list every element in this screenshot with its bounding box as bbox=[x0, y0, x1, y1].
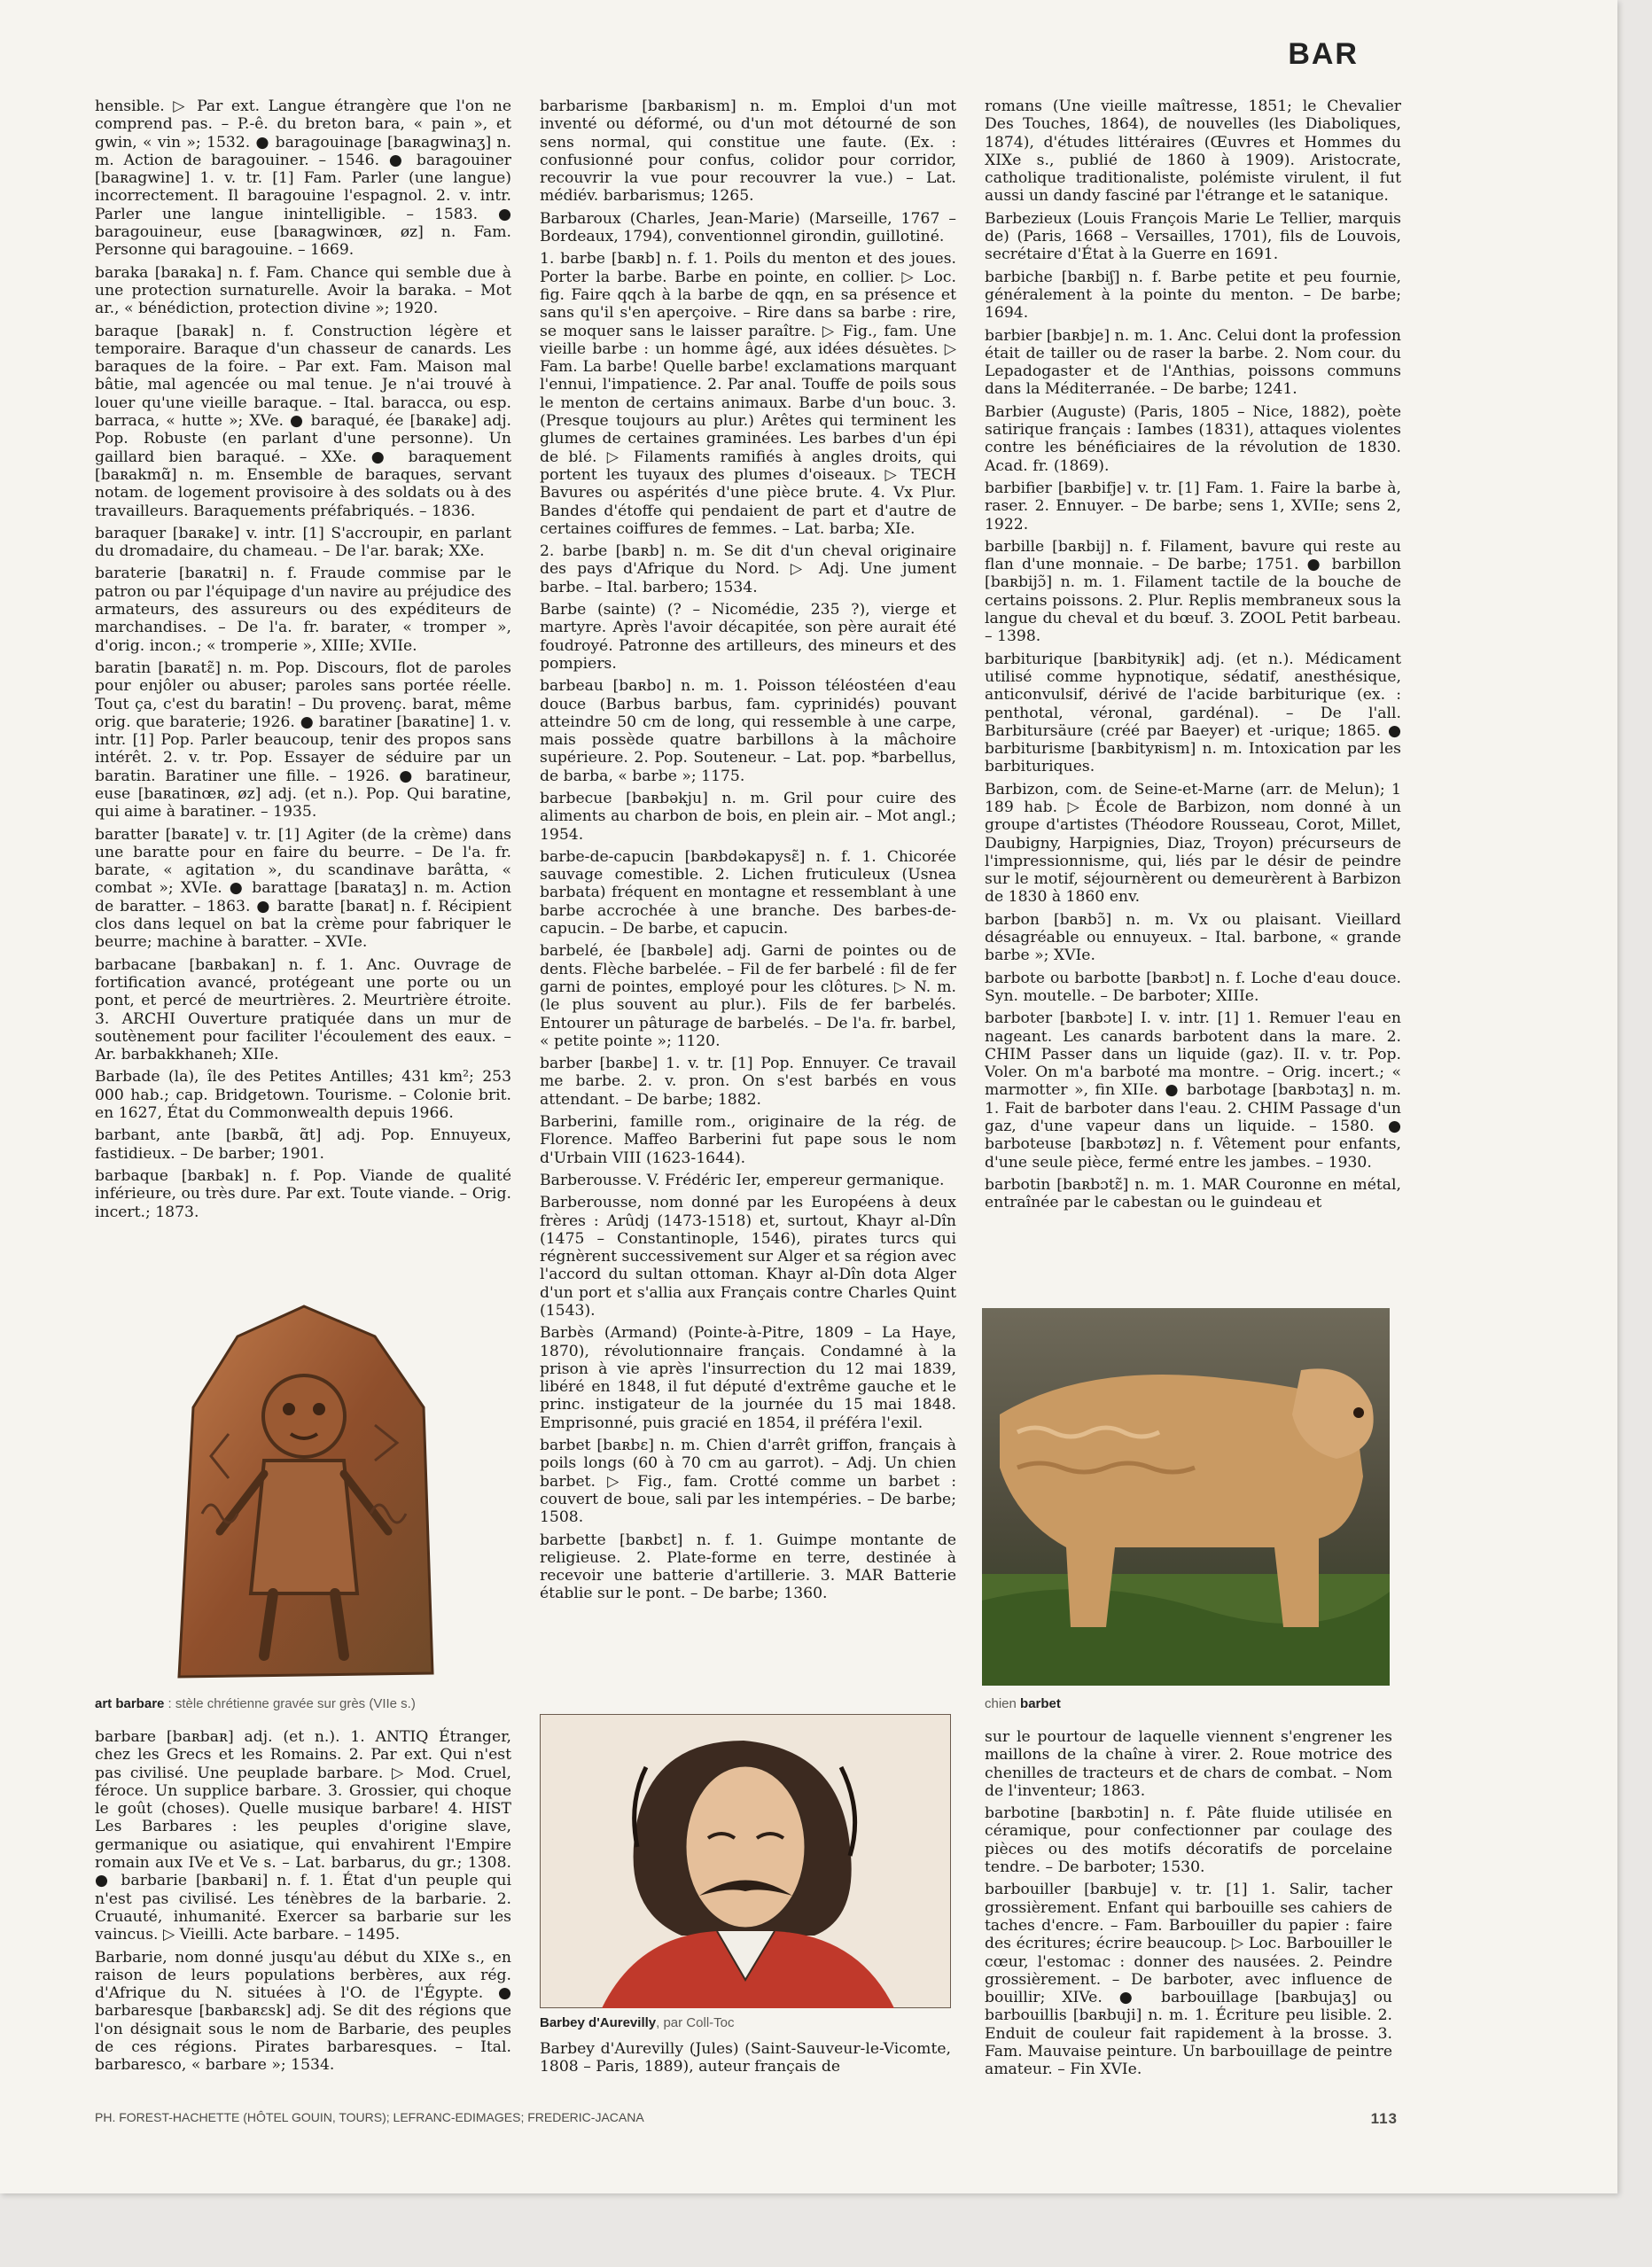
dog-caption bbox=[985, 1696, 1392, 1711]
entry-paragraph: baraterie [baʀatʀi] n. f. Fraude commise par le patron ou par l'équipage d'un navire au préjudice des armateurs, des assureurs ou des expéditeurs de marchandises. – De l'a. fr. barater, « tromper », d'orig. incon.; « tromperie », XIIIe; XVIIe. bbox=[95, 565, 511, 655]
caption-text: chien bbox=[985, 1696, 1021, 1711]
entry-paragraph: baratter [baʀate] v. tr. [1] Agiter (de la crème) dans une baratte pour en faire du beurre. – De l'a. fr. barate, « agitation », du scandinave barâtta, « combat »; XVIe. ● barattage [baʀataʒ] n. m. Action de baratter. – 1863. ● baratte [baʀat] n. f. Récipient clos dans lequel on bat la crème pour fabriquer le beurre; machine à baratter. – XVIe. bbox=[95, 825, 511, 952]
column-left-lower bbox=[95, 1728, 511, 2079]
stele-illustration bbox=[167, 1301, 441, 1682]
portrait-caption bbox=[540, 2015, 951, 2030]
entry-paragraph: Barberousse, nom donné par les Européens à deux frères : Arûdj (1473-1518) et, surtout, Khayr al-Dîn (1475 – Constantinople, 1546), pirates turcs qui régnèrent successivement sur Alger et sa région avec l'accord du sultan ottoman. Khayr al-Dîn dota Alger d'un port et s'allia aux Français contre Charles Quint (1543). bbox=[540, 1194, 956, 1320]
entry-paragraph: Barbey d'Aurevilly (Jules) (Saint-Sauveur-le-Vicomte, 1808 – Paris, 1889), auteur français de bbox=[540, 2040, 951, 2076]
entry-paragraph: 2. barbe [baʀb] n. m. Se dit d'un cheval originaire des pays d'Afrique du Nord. ▷ Adj. Une jument barbe. – Ital. barbero; 1534. bbox=[540, 542, 956, 596]
entry-paragraph: barbare [baʀbaʀ] adj. (et n.). 1. ANTIQ Étranger, chez les Grecs et les Romains. 2. Par ext. Qui n'est pas civilisé. Une peuplade barbare. ▷ Mod. Cruel, féroce. Un supplice barbare. 3. Grossier, qui choque le goût (choses). Quelle musique barbare! 4. HIST Les Barbares : les peuples d'origine slave, germanique ou asiatique, qui envahirent l'Empire romain aux IVe et Ve s. – Lat. barbarus, du gr.; 1308. ● barbarie [baʀbaʀi] n. f. 1. État d'un peuple qui n'est pas civilisé. Les ténèbres de la barbarie. 2. Cruauté, inhumanité. Exercer sa barbarie sur les vaincus. ▷ Vieilli. Acte barbare. – 1495. bbox=[95, 1728, 511, 1944]
entry-paragraph: Barberini, famille rom., originaire de la rég. de Florence. Maffeo Barberini fut pape sous le nom d'Urbain VIII (1623-1644). bbox=[540, 1113, 956, 1167]
entry-paragraph: barbant, ante [baʀbɑ̃, ɑ̃t] adj. Pop. Ennuyeux, fastidieux. – De barber; 1901. bbox=[95, 1126, 511, 1163]
entry-paragraph: Barbizon, com. de Seine-et-Marne (arr. de Melun); 1 189 hab. ▷ École de Barbizon, nom donné à un groupe d'artistes (Théodore Rousseau, Corot, Millet, Daubigny, Harpignies, Diaz, Troyon) précurseurs de l'impressionnisme, qui, liés par le désir de peindre sur le motif, séjournèrent ou demeurèrent à Barbizon de 1830 à 1860 env. bbox=[985, 780, 1401, 907]
column-middle bbox=[540, 97, 956, 1608]
entry-paragraph: baraque [baʀak] n. f. Construction légère et temporaire. Baraque d'un chasseur de canards. Les baraques de la foire. – Par ext. Fam. Maison mal bâtie, mal agencée ou mal tenue. Je n'ai trouvé à louer qu'une vieille baraque. – Ital. baracca, ou esp. barraca, « hutte »; XVe. ● baraqué, ée [baʀake] adj. Pop. Robuste (en parlant d'une personne). Un gaillard bien baraqué. – XXe. ● baraquement [baʀakmɑ̃] n. m. Ensemble de baraques, servant notam. de logement provisoire à des soldats ou à des travailleurs. Baraquements préfabriqués. – 1836. bbox=[95, 322, 511, 520]
page-number: 113 bbox=[1370, 2110, 1398, 2127]
entry-paragraph: Barbès (Armand) (Pointe-à-Pitre, 1809 – La Haye, 1870), révolutionnaire français. Condamné à la prison à vie après l'insurrection du 12 mai 1839, libéré en 1848, il fut député d'extrême gauche et le princ. instigateur de la journée du 15 mai 1848. Emprisonné, puis gracié en 1854, il préféra l'exil. bbox=[540, 1324, 956, 1432]
column-right-lower bbox=[985, 1728, 1392, 2084]
page-footer bbox=[95, 2110, 1398, 2128]
entry-paragraph: barbier [baʀbje] n. m. 1. Anc. Celui dont la profession était de tailler ou de raser la barbe. 2. Nom cour. du Lepadogaster et de l'Anthias, poissons communs dans la Méditerranée. – De barbe; 1241. bbox=[985, 326, 1401, 399]
entry-paragraph: Barbe (sainte) (? – Nicomédie, 235 ?), vierge et martyre. Après l'avoir décapitée, son père aurait été foudroyé. Patronne des artilleurs, des mineurs et des pompiers. bbox=[540, 601, 956, 673]
column-right bbox=[985, 97, 1401, 1217]
column-left bbox=[95, 97, 511, 1226]
entry-paragraph: barbaque [baʀbak] n. f. Pop. Viande de qualité inférieure, ou très dure. Par ext. Toute viande. – Orig. incert.; 1873. bbox=[95, 1166, 511, 1221]
entry-paragraph: barbeau [baʀbo] n. m. 1. Poisson téléostéen d'eau douce (Barbus barbus, fam. cyprinidés) pouvant atteindre 50 cm de long, qui ressemble à une carpe, mais possède quatre barbillons à la mâchoire supérieure. 2. Pop. Souteneur. – Lat. pop. *barbellus, de barba, « barbe »; 1175. bbox=[540, 677, 956, 785]
entry-paragraph: baratin [baʀatɛ̃] n. m. Pop. Discours, flot de paroles pour enjôler ou abuser; paroles sans portée réelle. Tout ça, c'est du baratin! – Du provenç. barat, même orig. que baraterie; 1926. ● baratiner [baʀatine] 1. v. intr. [1] Pop. Parler beaucoup, tenir des propos sans intérêt. 2. v. tr. Pop. Essayer de séduire par un baratin. Baratiner une fille. – 1926. ● baratineur, euse [baʀatinœʀ, øz] adj. (et n.). Pop. Qui baratine, qui aime à baratiner. – 1935. bbox=[95, 658, 511, 822]
entry-paragraph: Barbaroux (Charles, Jean-Marie) (Marseille, 1767 – Bordeaux, 1794), conventionnel girondin, guillotiné. bbox=[540, 209, 956, 246]
entry-paragraph: barbacane [baʀbakan] n. f. 1. Anc. Ouvrage de fortification avancé, protégeant une porte ou un pont, et percé de meurtrières. 2. Meurtrière étroite. 3. ARCHI Ouverture pratiquée dans un mur de soutènement pour faciliter l'écoulement des eaux. – Ar. barbakkhaneh; XIIe. bbox=[95, 955, 511, 1064]
entry-paragraph: barbote ou barbotte [baʀbɔt] n. f. Loche d'eau douce. Syn. moutelle. – De barboter; XIIIe. bbox=[985, 969, 1401, 1005]
entry-paragraph: barber [baʀbe] 1. v. tr. [1] Pop. Ennuyer. Ce travail me barbe. 2. v. pron. On s'est barbés en vous attendant. – De barbe; 1882. bbox=[540, 1055, 956, 1109]
caption-lead: barbet bbox=[1020, 1696, 1061, 1711]
entry-paragraph: Barbezieux (Louis François Marie Le Tellier, marquis de) (Paris, 1668 – Versailles, 1701), fils de Louvois, secrétaire d'État à la Guerre en 1691. bbox=[985, 209, 1401, 264]
entry-paragraph: baraquer [baʀake] v. intr. [1] S'accroupir, en parlant du dromadaire, du chameau. – De l'ar. barak; XXe. bbox=[95, 524, 511, 561]
entry-paragraph: barboter [baʀbɔte] I. v. intr. [1] 1. Remuer l'eau en nageant. Les canards barbotent dans la mare. 2. CHIM Passer dans un liquide (gaz). II. v. tr. Pop. Voler. On m'a barboté ma montre. – Orig. incert.; « marmotter », fin XIIe. ● barbotage [baʀbɔtaʒ] n. m. 1. Fait de barboter dans l'eau. 2. CHIM Passage d'un gaz, d'une vapeur dans un liquide. – 1580. ● barboteuse [baʀbɔtøz] n. f. Vêtement pour enfants, d'une seule pièce, fermé entre les jambes. – 1930. bbox=[985, 1009, 1401, 1172]
entry-paragraph: 1. barbe [baʀb] n. f. 1. Poils du menton et des joues. Porter la barbe. Barbe en pointe, en collier. ▷ Loc. fig. Faire qqch à la barbe de qqn, en sa présence et sans qu'il s'en aperçoive. – Rire dans sa barbe : rire, se moquer sans le laisser paraître. ▷ Fig., fam. Une vieille barbe : un homme âgé, aux idées désuètes. ▷ Fam. La barbe! Quelle barbe! exclamations marquant l'ennui, l'impatience. 2. Par anal. Touffe de poils sous le menton de certains animaux. Barbe d'un bouc. 3. (Presque toujours au plur.) Arêtes qui terminent les glumes de certaines graminées. Les barbes d'un épi de blé. ▷ Filaments ramifiés à angles droits, qui portent les tuyaux des plumes d'oiseaux. ▷ TECH Bavures ou aspérités d'une pièce brute. 4. Vx Plur. Bandes d'étoffe qui pendaient de part et d'autre de certaines coiffures de femmes. – Lat. barba; XIe. bbox=[540, 250, 956, 538]
entry-paragraph: Barberousse. V. Frédéric Ier, empereur germanique. bbox=[540, 1171, 945, 1189]
portrait-illustration bbox=[540, 1714, 951, 2008]
entry-paragraph: Barbarie, nom donné jusqu'au début du XIXe s., en raison de leurs populations berbères, aux rég. d'Afrique du N. situées à l'O. de l'Égypte. ● barbaresque [baʀbaʀɛsk] adj. Se dit des régions que l'on désignait sous le nom de Barbarie, des peuples de ces régions. Pirates barbaresques. – Ital. barbaresco, « barbare »; 1534. bbox=[95, 1948, 511, 2075]
running-head: BAR bbox=[1288, 37, 1359, 71]
entry-paragraph: barbifier [baʀbifje] v. tr. [1] Fam. 1. Faire la barbe à, raser. 2. Ennuyer. – De barbe; sens 1, XVIIe; sens 2, 1922. bbox=[985, 479, 1401, 534]
entry-paragraph: barbiche [baʀbiʃ] n. f. Barbe petite et peu fournie, généralement à la pointe du menton. – De barbe; 1694. bbox=[985, 268, 1401, 323]
entry-paragraph: barbouiller [baʀbuje] v. tr. [1] 1. Salir, tacher grossièrement. Enfant qui barbouille ses cahiers de taches d'encre. – Fam. Barbouiller du papier : faire des écritures; écrire beaucoup. ▷ Loc. Barbouiller le cœur, l'estomac : donner des nausées. 2. Peindre grossièrement. – De barboter, avec influence de bouillir; XIVe. ● barbouillage [baʀbujaʒ] ou barbouillis [baʀbuji] n. m. 1. Écriture peu lisible. 2. Enduit de couleur fait rapidement à la brosse. 3. Fam. Mauvaise peinture. Un barbouillage de peintre amateur. – Fin XVIe. bbox=[985, 1881, 1392, 2079]
caption-text: , par Coll-Toc bbox=[656, 2015, 735, 2030]
entry-paragraph: barbiturique [baʀbityʀik] adj. (et n.). Médicament utilisé comme hypnotique, sédatif, anesthésique, anticonvulsif, dérivé de l'acide barbiturique (ex. : penthotal, véronal, gardénal). – De l'all. Barbitursäure (créé par Baeyer) et -urique; 1865. ● barbiturisme [baʀbityʀism] n. m. Intoxication par les barbituriques. bbox=[985, 650, 1401, 776]
entry-paragraph: barbecue [baʀbəkju] n. m. Gril pour cuire des aliments au charbon de bois, en plein air. – Mot angl.; 1954. bbox=[540, 789, 956, 844]
entry-paragraph: barbe-de-capucin [baʀbdəkapysɛ̃] n. f. 1. Chicorée sauvage comestible. 2. Lichen fruticuleux (Usnea barbata) fréquent en montagne et ressemblant à une barbe accrochée à une branche. Des barbes-de-capucin. – De barbe, et capucin. bbox=[540, 847, 956, 939]
entry-paragraph: romans (Une vieille maîtresse, 1851; le Chevalier Des Touches, 1864), de nouvelles (les Diaboliques, 1874), d'études littéraires (Œuvres et Hommes du XIXe s., publié de 1860 à 1909). Aristocrate, catholique traditionaliste, polémiste virulent, il fut aussi un dandy fasciné par l'étrange et le satanique. bbox=[985, 97, 1401, 206]
entry-paragraph: baraka [baʀaka] n. f. Fam. Chance qui semble due à une protection surnaturelle. Avoir la baraka. – Mot ar., « bénédiction, protection divine »; 1920. bbox=[95, 263, 511, 318]
entry-paragraph: sur le pourtour de laquelle viennent s'engrener les maillons de la chaîne à virer. 2. Roue motrice des chenilles de tracteurs et de chars de combat. – Nom de l'inventeur; 1863. bbox=[985, 1728, 1392, 1800]
photo-credits: PH. FOREST-HACHETTE (HÔTEL GOUIN, TOURS); LEFRANC-EDIMAGES; FREDERIC-JACANA bbox=[95, 2110, 644, 2124]
dog-photo bbox=[982, 1308, 1390, 1686]
entry-paragraph: Barbier (Auguste) (Paris, 1805 – Nice, 1882), poète satirique français : Iambes (1831), attaques violentes contre les bénéficiaires de la révolution de 1830. Acad. fr. (1869). bbox=[985, 402, 1401, 475]
entry-paragraph: hensible. ▷ Par ext. Langue étrangère que l'on ne comprend pas. – P.-ê. du breton bara, « pain », et gwin, « vin »; 1532. ● baragouinage [baʀagwinaʒ] n. m. Action de baragouiner. – 1546. ● baragouiner [baʀagwine] 1. v. tr. [1] Fam. Parler (une langue) incorrectement. Il baragouine l'espagnol. 2. v. intr. Parler une langue inintelligible. – 1583. ● baragouineur, euse [baʀagwinœʀ, øz] n. Fam. Personne qui baragouine. – 1669. bbox=[95, 97, 511, 260]
caption-lead: Barbey d'Aurevilly bbox=[540, 2015, 657, 2030]
caption-text: : stèle chrétienne gravée sur grès (VIIe s.) bbox=[164, 1696, 416, 1711]
column-middle-lower bbox=[540, 2040, 951, 2081]
stele-caption bbox=[95, 1696, 511, 1711]
entry-paragraph: barbarisme [baʀbaʀism] n. m. Emploi d'un mot inventé ou déformé, ou d'un mot détourné de son sens normal, qui constitue une faute. (Ex. : confusionné pour confus, colidor pour corridor, recouvrir la vue pour recouvrer la vue.) – Lat. médiév. barbarismus; 1265. bbox=[540, 97, 956, 206]
entry-paragraph: barbelé, ée [baʀbəle] adj. Garni de pointes ou de dents. Flèche barbelée. – Fil de fer barbelé : fil de fer garni de pointes, employé pour les clôtures. ▷ N. m. (le plus souvent au plur.). Fils de fer barbelés. Entourer un pâturage de barbelés. – De l'a. fr. barbel, « petite pointe »; 1120. bbox=[540, 942, 956, 1050]
entry-paragraph: barbon [baʀbɔ̃] n. m. Vx ou plaisant. Vieillard désagréable ou ennuyeux. – Ital. barbone, « grande barbe »; XVIe. bbox=[985, 910, 1401, 965]
entry-paragraph: barbille [baʀbij] n. f. Filament, bavure qui reste au flan d'une monnaie. – De barbe; 1751. ● barbillon [baʀbijɔ̃] n. m. 1. Filament tactile de la bouche de certains poissons. 2. Plur. Replis membraneux sous la langue du cheval et du bœuf. 3. ZOOL Petit barbeau. – 1398. bbox=[985, 537, 1401, 646]
caption-lead: art barbare bbox=[95, 1696, 165, 1711]
entry-paragraph: barbet [baʀbɛ] n. m. Chien d'arrêt griffon, français à poils longs (60 à 70 cm au garrot). – Adj. Un chien barbet. ▷ Fig., fam. Crotté comme un barbet : couvert de boue, sali par les intempéries. – De barbe; 1508. bbox=[540, 1437, 956, 1527]
entry-paragraph: barbotine [baʀbɔtin] n. f. Pâte fluide utilisée en céramique, pour confectionner par coulage des pièces ou des motifs décoratifs de porcelaine tendre. – De barboter; 1530. bbox=[985, 1804, 1392, 1877]
entry-paragraph: barbotin [baʀbɔtɛ̃] n. m. 1. MAR Couronne en métal, entraînée par le cabestan ou le guindeau et bbox=[985, 1175, 1401, 1212]
entry-paragraph: Barbade (la), île des Petites Antilles; 431 km²; 253 000 hab.; cap. Bridgetown. Tourisme. – Colonie brit. en 1627, État du Commonwealth depuis 1966. bbox=[95, 1068, 511, 1123]
entry-paragraph: barbette [baʀbɛt] n. f. 1. Guimpe montante de religieuse. 2. Plate-forme en terre, destinée à recevoir une batterie d'artillerie. 3. MAR Batterie établie sur le pont. – De barbe; 1360. bbox=[540, 1531, 956, 1603]
